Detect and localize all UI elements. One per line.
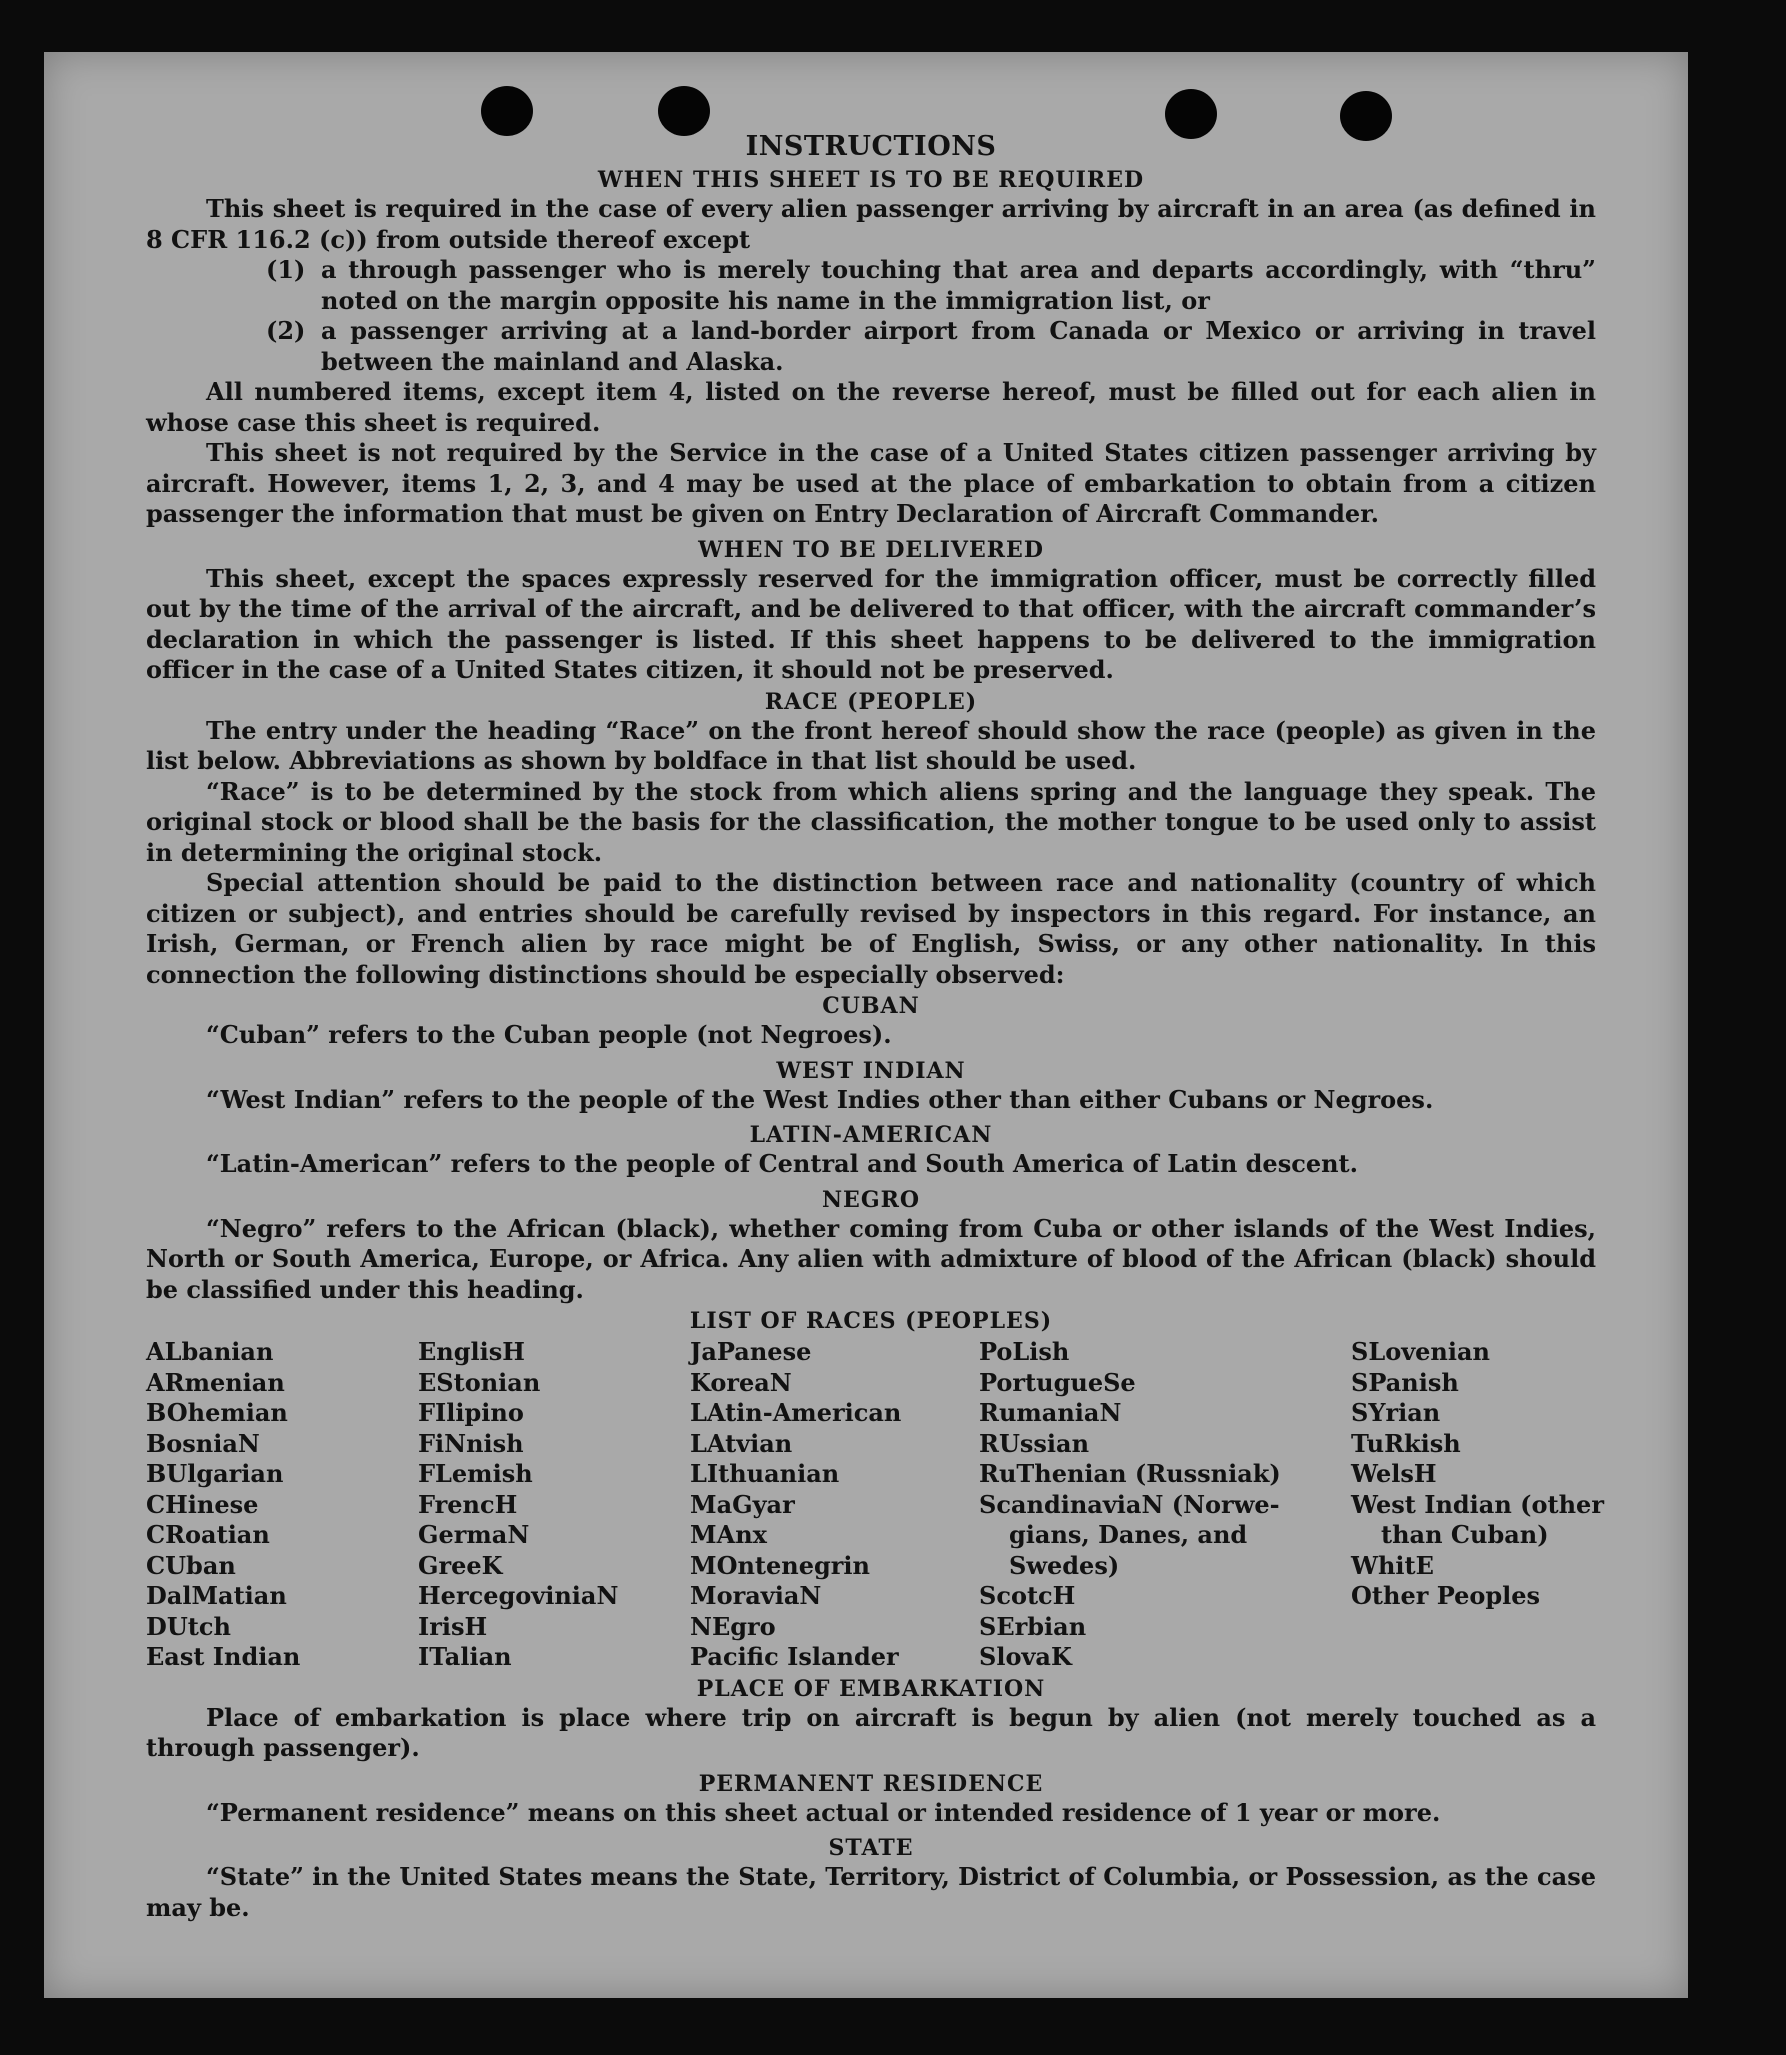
definition-permanent-residence: “Permanent residence” means on this sheet actual or intended residence of 1 year or more.	[206, 1797, 1441, 1827]
paragraph: The entry under the heading “Race” on the front hereof should show the race (people) as given in the list below. Abbreviations as shown by boldface in that list should be used.	[146, 715, 1596, 775]
race-entry: CUban	[146, 1550, 236, 1580]
definition-latin-american: “Latin-American” refers to the people of Central and South America of Latin descent.	[206, 1149, 1358, 1178]
paragraph: This sheet is not required by the Service in the case of a United States citizen passenger arriving by aircraft. However, items 1, 2, 3, and 4 may be used at the place of embarkation to obtain from a citizen passenger the information that must be given on Entry Declaration of Aircraft Commander.	[146, 438, 1596, 528]
section-heading-negro: NEGRO	[821, 1186, 921, 1213]
race-entry: MoraviaN	[690, 1581, 822, 1610]
list-item	[146, 255, 1596, 316]
race-entry: East Indian	[146, 1642, 301, 1671]
paragraph: This sheet is required in the case of every alien passenger arriving by aircraft in an area (as defined in 8 CFR 116.2 (c)) from outside thereof except	[146, 194, 1596, 254]
race-entry: WelsH	[1351, 1459, 1437, 1488]
race-entry: WhitE	[1351, 1550, 1434, 1580]
race-entry: SlovaK	[979, 1642, 1072, 1671]
race-entry: CHinese	[146, 1489, 259, 1519]
race-entry: EStonian	[418, 1367, 541, 1397]
race-entry: DalMatian	[146, 1581, 287, 1610]
race-entry: LIthuanian	[690, 1459, 840, 1488]
race-entry: MaGyar	[690, 1489, 795, 1519]
list-text: a through passenger who is merely touching that area and departs accordingly, with “thru” noted on the margin opposite his name in the immigration list, or	[321, 255, 1596, 315]
race-entry: Other Peoples	[1351, 1581, 1541, 1610]
race-entry: West Indian (other	[1351, 1489, 1604, 1519]
race-entry: MAnx	[690, 1520, 767, 1549]
definition-west-indian: “West Indian” refers to the people of the West Indies other than either Cubans or Negroes.	[206, 1084, 1434, 1114]
race-entry: DUtch	[146, 1611, 231, 1641]
race-entry: BOhemian	[146, 1398, 288, 1427]
race-entry: MOntenegrin	[690, 1550, 870, 1580]
race-entry: RuThenian (Russniak)	[979, 1459, 1281, 1488]
race-entry: PoLish	[979, 1337, 1070, 1366]
punch-hole	[658, 86, 710, 136]
race-entry: RUssian	[979, 1428, 1090, 1458]
race-entry: TuRkish	[1351, 1428, 1461, 1458]
list-text: a passenger arriving at a land-border airport from Canada or Mexico or arriving in travel between the mainland and Alaska.	[321, 316, 1596, 376]
race-entry: Pacific Islander	[690, 1642, 899, 1671]
section-heading-state: STATE	[828, 1835, 914, 1861]
race-entry: FLemish	[418, 1459, 533, 1488]
race-entry: JaPanese	[690, 1337, 812, 1366]
section-heading-latin-american: LATIN-AMERICAN	[749, 1122, 993, 1148]
section-heading-race: RACE (PEOPLE)	[764, 688, 978, 715]
race-entry: ALbanian	[146, 1337, 274, 1366]
race-entry: ScandinaviaN (Norwe-	[979, 1489, 1280, 1519]
paragraph: All numbered items, except item 4, listed on the reverse hereof, must be filled out for each alien in whose case this sheet is required.	[146, 377, 1596, 437]
list-item	[146, 316, 1596, 377]
race-entry: LAtvian	[690, 1428, 793, 1458]
instructions-title: INSTRUCTIONS	[745, 131, 997, 162]
race-entry: RumaniaN	[979, 1398, 1122, 1427]
race-entry: SLovenian	[1351, 1337, 1490, 1366]
races-list	[146, 1337, 1604, 1673]
definition-cuban: “Cuban” refers to the Cuban people (not Negroes).	[206, 1020, 892, 1049]
document-sheet	[44, 52, 1688, 1998]
races-column	[1351, 1337, 1604, 1673]
instructions-body	[146, 130, 1604, 1923]
section-heading-west-indian: WEST INDIAN	[776, 1057, 966, 1084]
races-column	[979, 1337, 1351, 1673]
race-entry: PortugueSe	[979, 1367, 1136, 1397]
race-entry: FIlipino	[418, 1398, 524, 1427]
section-heading-embarkation: PLACE OF EMBARKATION	[696, 1675, 1046, 1702]
race-entry: SYrian	[1351, 1398, 1441, 1427]
race-entry: CRoatian	[146, 1520, 270, 1549]
punch-hole	[481, 86, 533, 136]
races-column	[146, 1337, 418, 1673]
race-entry: KoreaN	[690, 1367, 792, 1397]
race-entry: EnglisH	[418, 1337, 525, 1366]
races-column	[690, 1337, 979, 1673]
race-entry: BUlgarian	[146, 1459, 284, 1488]
list-number: (1)	[266, 255, 306, 284]
race-entry: IrisH	[418, 1611, 488, 1641]
race-entry: SPanish	[1351, 1367, 1459, 1397]
definition-state: “State” in the United States means the State, Territory, District of Columbia, or Possession, as the case may be.	[146, 1862, 1596, 1922]
section-heading-cuban: CUBAN	[822, 993, 920, 1019]
race-entry: ITalian	[418, 1642, 512, 1671]
definition-negro: “Negro” refers to the African (black), whether coming from Cuba or other islands of the West Indies, North or South America, Europe, or Africa. Any alien with admixture of blood of the African (black) should be classified under this heading.	[146, 1213, 1596, 1304]
race-entry: FiNnish	[418, 1428, 524, 1458]
race-entry: HercegoviniaN	[418, 1581, 619, 1610]
race-entry: than Cuban)	[1381, 1520, 1549, 1549]
section-heading-required: WHEN THIS SHEET IS TO BE REQUIRED	[597, 167, 1145, 193]
paragraph: Special attention should be paid to the distinction between race and nationality (country of which citizen or subject), and entries should be carefully revised by inspectors in this regard. For instance, an Irish, German, or French alien by race might be of English, Swiss, or any other nationality. In this connection the following distinctions should be especially observed:	[146, 868, 1596, 989]
race-entry: SErbian	[979, 1611, 1087, 1641]
race-entry: GermaN	[418, 1520, 530, 1549]
race-entry: ARmenian	[146, 1367, 285, 1397]
race-entry: FrencH	[418, 1489, 518, 1519]
section-heading-delivered: WHEN TO BE DELIVERED	[698, 536, 1044, 563]
race-entry: ScotcH	[979, 1581, 1076, 1610]
races-column	[418, 1337, 690, 1673]
race-entry: GreeK	[418, 1550, 503, 1580]
section-heading-races-list: LIST OF RACES (PEOPLES)	[689, 1308, 1053, 1334]
definition-embarkation: Place of embarkation is place where trip on aircraft is begun by alien (not merely touched as a through passenger).	[146, 1702, 1596, 1762]
paragraph: “Race” is to be determined by the stock from which aliens spring and the language they speak. The original stock or blood shall be the basis for the classification, the mother tongue to be used only to assist in determining the original stock.	[146, 776, 1596, 867]
race-entry: NEgro	[690, 1611, 776, 1641]
race-entry: Swedes)	[1009, 1550, 1120, 1580]
section-heading-permanent-residence: PERMANENT RESIDENCE	[698, 1770, 1044, 1797]
paragraph: This sheet, except the spaces expressly reserved for the immigration officer, must be correctly filled out by the time of the arrival of the aircraft, and be delivered to that officer, with the aircraft commander’s declaration in which the passenger is listed. If this sheet happens to be delivered to the immigration officer in the case of a United States citizen, it should not be preserved.	[146, 563, 1596, 684]
race-entry: gians, Danes, and	[1009, 1520, 1248, 1549]
list-number: (2)	[266, 316, 306, 345]
race-entry: BosniaN	[146, 1428, 260, 1458]
race-entry: LAtin-American	[690, 1398, 902, 1427]
